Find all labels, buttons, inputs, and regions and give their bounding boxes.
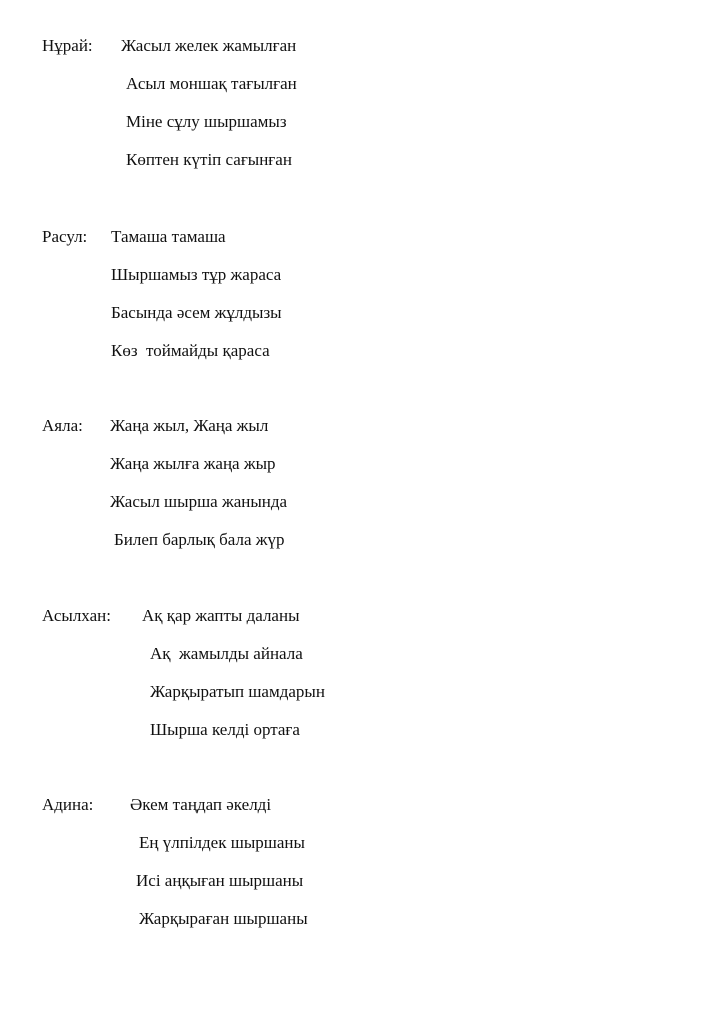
poem-line: Асыл моншақ тағылған [126, 74, 297, 93]
poem-line: Көз тоймайды қараса [111, 341, 270, 360]
poem-line: Жасыл желек жамылған [121, 36, 297, 55]
poem-line: Әкем таңдап әкелді [130, 795, 272, 814]
speaker-label: Расул: [42, 227, 88, 246]
speaker-label: Адина: [42, 795, 94, 814]
speaker-label: Асылхан: [42, 606, 111, 625]
speaker-label: Нұрай: [42, 36, 93, 55]
poem-line: Жарқыратып шамдарын [150, 682, 325, 701]
poem-line: Ақ жамылды айнала [150, 644, 303, 663]
poem-line: Исі аңқыған шыршаны [136, 871, 304, 890]
poem-line: Ең үлпілдек шыршаны [139, 833, 305, 852]
poem-line: Жасыл шырша жанында [110, 492, 288, 511]
poem-line: Міне сұлу шыршамыз [126, 112, 287, 131]
poem-line: Тамаша тамаша [111, 227, 226, 246]
poem-line: Шырша келді ортаға [150, 720, 300, 739]
poem-line: Ақ қар жапты даланы [142, 606, 300, 625]
poem-line: Жарқыраған шыршаны [139, 909, 308, 928]
poem-line: Жаңа жыл, Жаңа жыл [110, 416, 269, 435]
speaker-label: Аяла: [42, 416, 83, 435]
poem-line: Көптен күтіп сағынған [126, 150, 292, 169]
poem-line: Шыршамыз тұр жараса [111, 265, 282, 284]
poem-line: Басында әсем жұлдызы [111, 303, 282, 322]
poem-line: Жаңа жылға жаңа жыр [110, 454, 276, 473]
poem-line: Билеп барлық бала жүр [114, 530, 285, 549]
